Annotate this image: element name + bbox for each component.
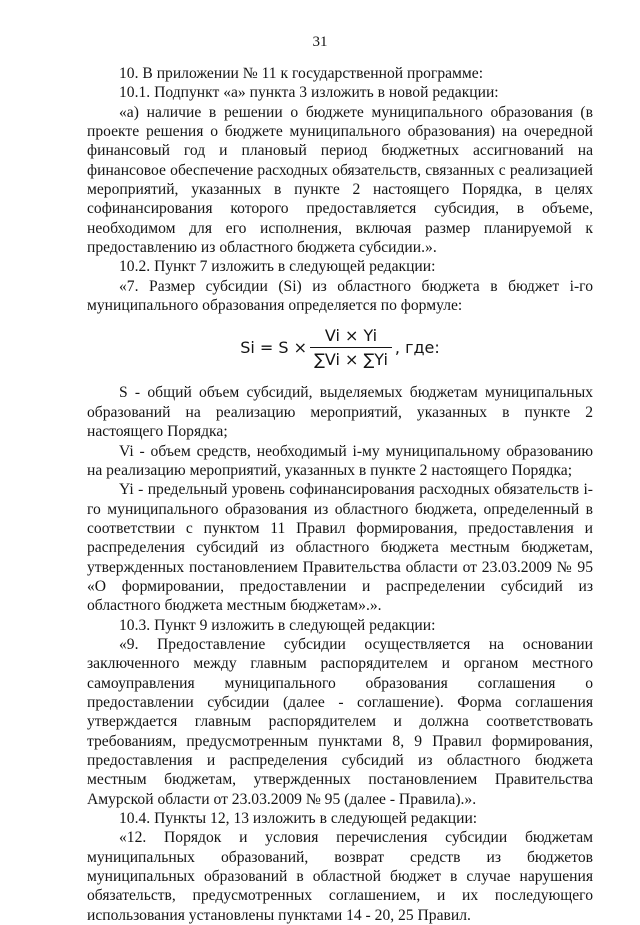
paragraph: 10. В приложении № 11 к государственной программе: [119, 65, 484, 82]
paragraph: Vi - объем средств, необходимый i-му муниципальному образованию на реализацию мероприятий, указанных в пункте 2 настоящего Порядка; [87, 442, 593, 479]
page-number: 31 [312, 34, 328, 50]
paragraph: S - общий объем субсидий, выделяемых бюджетам муниципальных образований на реализацию мероприятий, указанных в пункте 2 настоящего Порядка; [87, 384, 593, 441]
document-body [87, 64, 593, 925]
subsidy-formula [87, 317, 593, 377]
paragraph: 10.4. Пункты 12, 13 изложить в следующей редакции: [119, 810, 478, 828]
formula-lhs: Si = S × [240, 337, 308, 357]
paragraph: 10.2. Пункт 7 изложить в следующей редакции: [119, 258, 436, 276]
formula-fraction [310, 326, 392, 370]
paragraph: Yi - предельный уровень софинансирования расходных обязательств i-го муниципального образования из областного бюджета, определенный в соответствии с пунктом 11 Правил формирования, предоставления и распределения субсидий из областного бюджета местным бюджетам, утвержденных постановлением Правительства области от 23.03.2009 № 95 «О формировании, предоставлении и распределении субсидий из областного бюджета местным бюджетам».». [87, 481, 593, 615]
formula-suffix: , где: [394, 337, 440, 357]
formula-denominator: ∑Vi × ∑Yi [310, 347, 392, 369]
paragraph: 10.1. Подпункт «а» пункта 3 изложить в новой редакции: [119, 84, 499, 102]
paragraph: «12. Порядок и условия перечисления субсидии бюджетам муниципальных образований, возврат средств из бюджетов муниципальных образований в областной бюджет в случае нарушения обязательств, предусмотренных соглашением, и их последующего использования установлены пунктами 14 - 20, 25 Правил. [87, 829, 593, 924]
paragraph: «а) наличие в решении о бюджете муниципального образования (в проекте решения о бюджете муниципального образования) на очередной финансовый год и плановый период бюджетных ассигнований на финансовое обеспечение расходных обязательств, связанных с реализацией мероприятий, указанных в пункте 2 настоящего Порядка, в целях софинансирования которого предоставляется субсидия, в объеме, необходимом для его исполнения, включая размер планируемой к предоставлению из областного бюджета субсидии.». [87, 103, 593, 257]
paragraph: 10.3. Пункт 9 изложить в следующей редакции: [119, 616, 436, 634]
paragraph: «9. Предоставление субсидии осуществляется на основании заключенного между главным распорядителем и органом местного самоуправления муниципального образования соглашения о предоставлении субсидии (далее - соглашение). Форма соглашения утверждается главным распорядителем и должна соответствовать требованиям, предусмотренным пунктами 8, 9 Правил формирования, предоставления и распределения субсидий из областного бюджета местным бюджетам, утвержденных постановлением Правительства Амурской области от 23.03.2009 № 95 (далее - Правила).». [87, 635, 593, 808]
paragraph: «7. Размер субсидии (Si) из областного бюджета в бюджет i-го муниципального образования определяется по формуле: [87, 277, 593, 315]
formula-numerator: Vi × Yi [324, 325, 378, 345]
